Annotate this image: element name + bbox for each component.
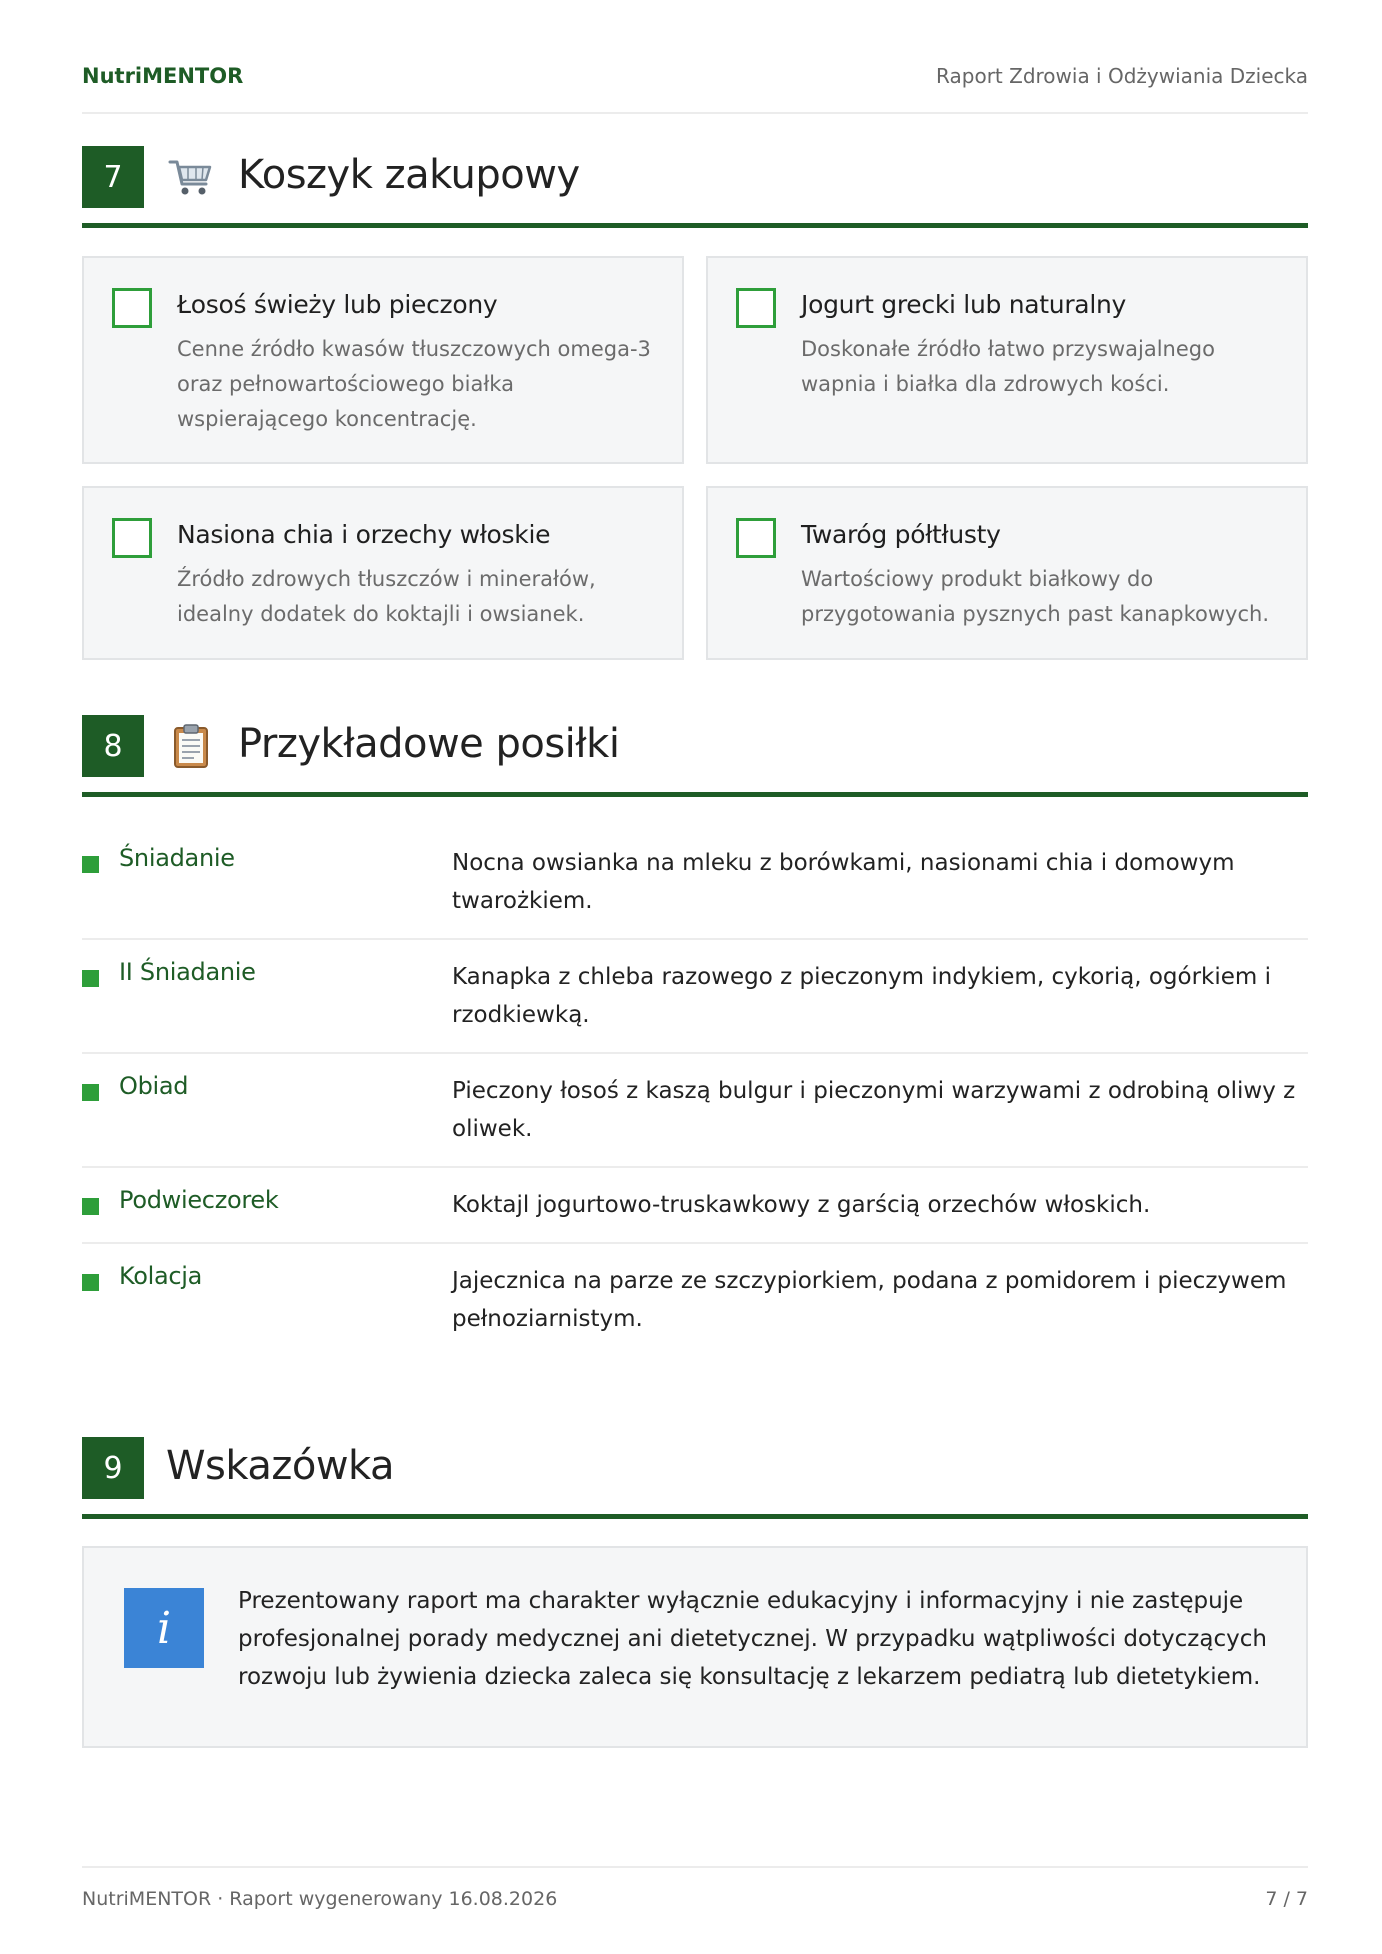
bullet-square-icon <box>82 1084 99 1101</box>
meal-description: Jajecznica na parze ze szczypiorkiem, podana z pomidorem i pieczywem pełnoziarnistym. <box>452 1268 1287 1332</box>
meal-description: Koktajl jogurtowo-truskawkowy z garścią orzechów włoskich. <box>452 1192 1151 1218</box>
meal-description: Kanapka z chleba razowego z pieczonym indykiem, cykorią, ogórkiem i rzodkiewką. <box>452 964 1271 1028</box>
cart-item-description: Doskonałe źródło łatwo przyswajalnego wapnia i białka dla zdrowych kości. <box>801 337 1215 396</box>
meal-row <box>82 1054 1308 1168</box>
clipboard-icon <box>166 721 216 771</box>
meal-description: Pieczony łosoś z kaszą bulgur i pieczonymi warzywami z odrobiną oliwy z oliwek. <box>452 1078 1296 1142</box>
tip-text: Prezentowany raport ma charakter wyłącznie edukacyjny i informacyjny i nie zastępuje profesjonalnej porady medycznej ani dietetycznej. W przypadku wątpliwości dotyczących rozwoju lub żywienia dziecka zaleca się konsultację z lekarzem pediatrą lub dietetykiem. <box>238 1588 1267 1690</box>
cart-item-description: Wartościowy produkt białkowy do przygotowania pysznych past kanapkowych. <box>801 567 1270 626</box>
section-number: 8 <box>82 715 144 777</box>
meal-name: Podwieczorek <box>119 1186 279 1214</box>
cart-item-description: Źródło zdrowych tłuszczów i minerałów, idealny dodatek do koktajli i owsianek. <box>177 567 596 626</box>
bullet-square-icon <box>82 1198 99 1215</box>
cart-item-checkbox[interactable] <box>736 518 776 558</box>
cart-item-description: Cenne źródło kwasów tłuszczowych omega-3 oraz pełnowartościowego białka wspierającego koncentrację. <box>177 337 651 431</box>
shopping-cart-icon <box>166 152 216 202</box>
footer-text: NutriMENTOR · Raport wygenerowany 16.08.2026 <box>82 1888 558 1910</box>
tip-box <box>82 1546 1308 1748</box>
section-number: 9 <box>82 1437 144 1499</box>
section-title: Przykładowe posiłki <box>238 721 620 767</box>
section-header-meals <box>82 715 1308 797</box>
meal-row <box>82 826 1308 940</box>
meal-name: Kolacja <box>119 1262 203 1290</box>
bullet-square-icon <box>82 1274 99 1291</box>
section-number: 7 <box>82 146 144 208</box>
meal-name: Śniadanie <box>119 844 235 872</box>
info-icon: i <box>124 1588 204 1668</box>
meal-row <box>82 940 1308 1054</box>
page-number: 7 / 7 <box>1265 1888 1308 1910</box>
section-header-tip <box>82 1437 1308 1519</box>
section-title: Koszyk zakupowy <box>238 152 580 198</box>
cart-item-checkbox[interactable] <box>112 288 152 328</box>
cart-item-card <box>706 256 1308 464</box>
cart-item-title: Twaróg półtłusty <box>801 520 1001 549</box>
meal-name: Obiad <box>119 1072 189 1100</box>
page-footer <box>82 1866 1308 1910</box>
section-title: Wskazówka <box>166 1443 395 1489</box>
meal-row <box>82 1244 1308 1356</box>
meal-name: II Śniadanie <box>119 958 256 986</box>
cart-item-title: Łosoś świeży lub pieczony <box>177 290 498 319</box>
report-title: Raport Zdrowia i Odżywiania Dziecka <box>936 64 1308 88</box>
cart-item-card <box>706 486 1308 660</box>
cart-item-checkbox[interactable] <box>112 518 152 558</box>
bullet-square-icon <box>82 856 99 873</box>
section-header-cart <box>82 146 1308 228</box>
cart-item-title: Jogurt grecki lub naturalny <box>801 290 1127 319</box>
cart-item-card <box>82 486 684 660</box>
page-header <box>82 64 1308 114</box>
bullet-square-icon <box>82 970 99 987</box>
cart-item-checkbox[interactable] <box>736 288 776 328</box>
meal-row <box>82 1168 1308 1244</box>
cart-item-card <box>82 256 684 464</box>
meal-description: Nocna owsianka na mleku z borówkami, nasionami chia i domowym twarożkiem. <box>452 850 1235 914</box>
meals-table <box>82 826 1308 1356</box>
cart-item-title: Nasiona chia i orzechy włoskie <box>177 520 551 549</box>
brand-logo-text: NutriMENTOR <box>82 64 244 88</box>
